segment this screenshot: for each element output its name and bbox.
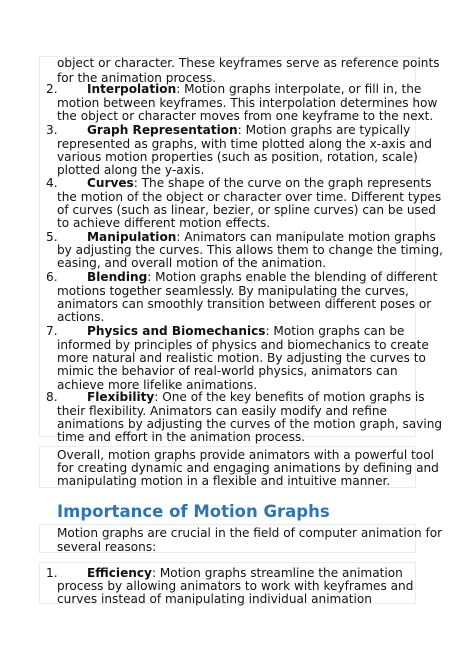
list-item-line: time and effort in the animation process. — [57, 430, 306, 444]
list-item-text: : Motion graphs enable the blending of different — [147, 270, 438, 284]
list-number: 4. — [46, 176, 58, 190]
list-item-line: represented as graphs, with time plotted along the x-axis and — [57, 137, 432, 151]
list-item-line: various motion properties (such as position, rotation, scale) — [57, 150, 418, 164]
list-item-text: : Motion graphs can be — [265, 324, 405, 338]
list-item-text: : One of the key benefits of motion graphs is — [154, 390, 425, 404]
list-item-term: Physics and Biomechanics — [87, 324, 266, 338]
list-item-line: process by allowing animators to work with keyframes and — [57, 579, 414, 593]
list-item-line: their flexibility. Animators can easily modify and refine — [57, 404, 387, 418]
list-number: 2. — [46, 82, 58, 96]
list-item-term: Curves — [87, 176, 134, 190]
list-item-line: motion between keyframes. This interpolation determines how — [57, 96, 438, 110]
list-lead-in-line-1: object or character. These keyframes serve as reference points — [57, 56, 440, 70]
list-number: 1. — [46, 566, 58, 580]
list-number: 5. — [46, 230, 58, 244]
list-number: 3. — [46, 123, 58, 137]
list-item-line: of curves (such as linear, bezier, or spline curves) can be used — [57, 203, 436, 217]
list-item-term: Manipulation — [87, 230, 177, 244]
list-item-term: Blending — [87, 270, 148, 284]
list-number: 8. — [46, 390, 58, 404]
list-item-flexibility — [87, 390, 425, 405]
overall-paragraph-line: manipulating motion in a flexible and intuitive manner. — [57, 474, 391, 488]
list-item-blending — [87, 270, 437, 285]
list-item-line: curves instead of manipulating individual animation — [57, 592, 372, 606]
list-item-line: mimic the behavior of real-world physics, animators can — [57, 364, 398, 378]
list-item-term: Flexibility — [87, 390, 155, 404]
list-item-line: animators can smoothly transition between different poses or — [57, 297, 432, 311]
list-item-text: : Animators can manipulate motion graphs — [176, 230, 436, 244]
list-number: 7. — [46, 324, 58, 338]
list-item-line: the motion of the object or character over time. Different types — [57, 190, 442, 204]
section-intro-line: several reasons: — [57, 540, 157, 554]
list-item-term: Interpolation — [87, 82, 177, 96]
list-item-line: actions. — [57, 310, 105, 324]
list-item-line: informed by principles of physics and biomechanics to create — [57, 338, 429, 352]
list-number: 6. — [46, 270, 58, 284]
list-item-line: animations by adjusting the curves of the motion graph, saving — [57, 417, 443, 431]
list-item-text: : The shape of the curve on the graph represents — [133, 176, 432, 190]
list-item-text: : Motion graphs streamline the animation — [151, 566, 403, 580]
list-item-text: : Motion graphs interpolate, or fill in, the — [176, 82, 422, 96]
section-intro-line: Motion graphs are crucial in the field of computer animation for — [57, 526, 443, 540]
list-item-text: : Motion graphs are typically — [237, 123, 411, 137]
list-item-curves — [87, 176, 432, 191]
list-item-line: by adjusting the curves. This allows them to change the timing, — [57, 243, 443, 257]
list-item-line: the object or character moves from one keyframe to the next. — [57, 109, 434, 123]
section-heading: Importance of Motion Graphs — [57, 502, 330, 521]
overall-paragraph-line: Overall, motion graphs provide animators with a powerful tool — [57, 448, 434, 462]
list-item-line: achieve more lifelike animations. — [57, 378, 258, 392]
list-item-line: to achieve different motion effects. — [57, 216, 271, 230]
overall-paragraph-line: for creating dynamic and engaging animations by defining and — [57, 461, 439, 475]
list-item-line: easing, and overall motion of the animation. — [57, 256, 327, 270]
list-item-line: more natural and realistic motion. By adjusting the curves to — [57, 351, 426, 365]
list-item-interpolation — [87, 82, 421, 97]
list-item-line: plotted along the y-axis. — [57, 163, 205, 177]
list-item-term: Graph Representation — [87, 123, 238, 137]
list-lead-in-line-2: for the animation process. — [57, 71, 217, 85]
list-item-physics-biomechanics — [87, 324, 404, 339]
list-item-graph-representation — [87, 123, 410, 138]
list-item-line: motions together seamlessly. By manipulating the curves, — [57, 284, 409, 298]
list-item-term: Efficiency — [87, 566, 152, 580]
